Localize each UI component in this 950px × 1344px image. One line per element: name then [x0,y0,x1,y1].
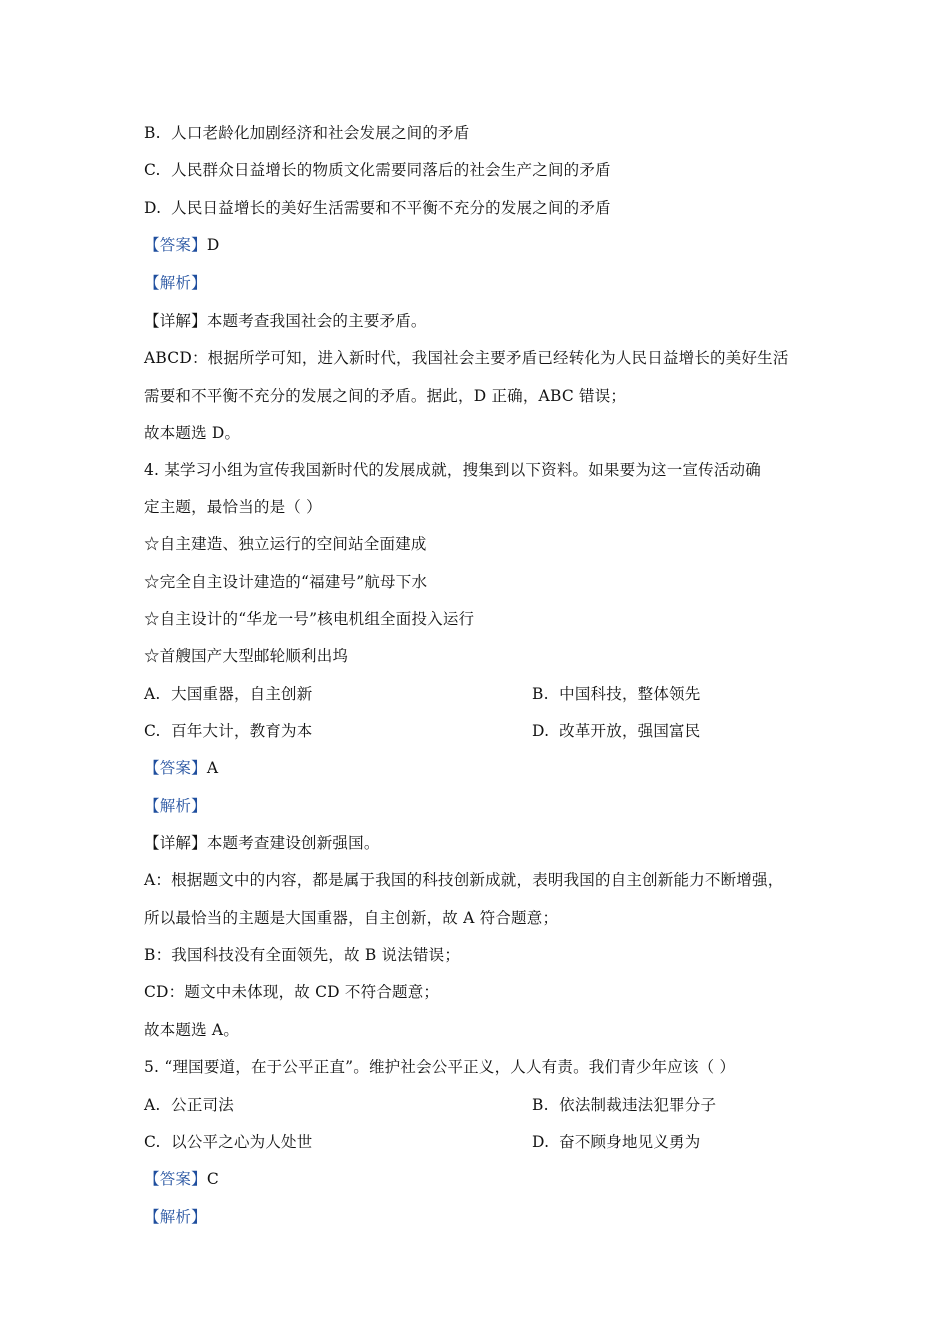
q5-option-c [144,1131,312,1153]
answer-tag: 【答案】 [144,236,207,254]
option-letter: D. [144,199,162,217]
option-text: 人民群众日益增长的物质文化需要同落后的社会生产之间的矛盾 [171,161,611,179]
detail-tag: 【详解】 [144,312,207,330]
option-text: 改革开放，强国富民 [559,722,701,740]
q4-material: ☆首艘国产大型邮轮顺利出坞 [144,647,349,665]
q4-detail [144,832,380,854]
q4-material: ☆自主设计的“华龙一号”核电机组全面投入运行 [144,610,475,628]
option-letter: B. [144,124,161,142]
q3-analysis-tag: 【解析】 [144,274,207,292]
q3-option-d [144,197,611,219]
option-text: 以公平之心为人处世 [171,1133,313,1151]
option-letter: D. [532,1133,550,1151]
q3-answer [144,234,219,256]
option-text: 人口老龄化加剧经济和社会发展之间的矛盾 [171,124,470,142]
q5-option-b [532,1094,716,1116]
q5-analysis-tag: 【解析】 [144,1208,207,1226]
q3-option-c [144,159,611,181]
option-text: 百年大计，教育为本 [171,722,313,740]
q4-explanation-line: B：我国科技没有全面领先，故 B 说法错误； [144,946,461,964]
answer-value: D [206,236,220,254]
q4-option-a [144,683,312,705]
q4-answer [144,757,218,779]
q5-stem: 5. “理国要道，在于公平正直”。维护社会公平正义，人人有责。我们青少年应该（ ） [144,1058,736,1076]
q4-analysis-tag: 【解析】 [144,797,207,815]
option-letter: B. [532,685,549,703]
option-text: 奋不顾身地见义勇为 [559,1133,701,1151]
q5-option-a [144,1094,234,1116]
q3-explanation-line: 需要和不平衡不充分的发展之间的矛盾。据此，D 正确，ABC 错误； [144,387,627,405]
detail-text: 本题考查我国社会的主要矛盾。 [206,312,427,330]
answer-value: C [206,1170,219,1188]
q4-stem-line: 定主题，最恰当的是（ ） [144,498,322,516]
q4-explanation-line: 所以最恰当的主题是大国重器，自主创新，故 A 符合题意； [144,909,559,927]
q4-stem-line: 4. 某学习小组为宣传我国新时代的发展成就，搜集到以下资料。如果要为这一宣传活动确 [144,461,761,479]
answer-tag: 【答案】 [144,1170,207,1188]
q5-answer [144,1168,219,1190]
q4-material: ☆自主建造、独立运行的空间站全面建成 [144,535,427,553]
q4-explanation-line: CD：题文中未体现，故 CD 不符合题意； [144,983,440,1001]
q4-option-d [532,720,700,742]
q4-explanation-line: A：根据题文中的内容，都是属于我国的科技创新成就，表明我国的自主创新能力不断增强， [144,871,784,889]
option-letter: D. [532,722,550,740]
q3-conclusion: 故本题选 D。 [144,424,241,442]
detail-tag: 【详解】 [144,834,207,852]
option-text: 公正司法 [171,1096,234,1114]
answer-value: A [206,759,219,777]
detail-text: 本题考查建设创新强国。 [206,834,380,852]
q3-explanation-line: ABCD：根据所学可知，进入新时代，我国社会主要矛盾已经转化为人民日益增长的美好生活 [144,349,789,367]
option-text: 中国科技，整体领先 [559,685,701,703]
option-letter: A. [144,685,161,703]
q5-option-d [532,1131,700,1153]
option-letter: C. [144,1133,161,1151]
q4-option-b [532,683,700,705]
q4-option-c [144,720,312,742]
option-letter: C. [144,722,161,740]
answer-tag: 【答案】 [144,759,207,777]
q3-option-b [144,122,469,144]
option-letter: C. [144,161,161,179]
option-text: 大国重器，自主创新 [171,685,313,703]
option-letter: A. [144,1096,161,1114]
q4-material: ☆完全自主设计建造的“福建号”航母下水 [144,573,428,591]
q3-detail [144,310,427,332]
q4-conclusion: 故本题选 A。 [144,1021,240,1039]
option-letter: B. [532,1096,549,1114]
option-text: 依法制裁违法犯罪分子 [559,1096,717,1114]
option-text: 人民日益增长的美好生活需要和不平衡不充分的发展之间的矛盾 [171,199,611,217]
